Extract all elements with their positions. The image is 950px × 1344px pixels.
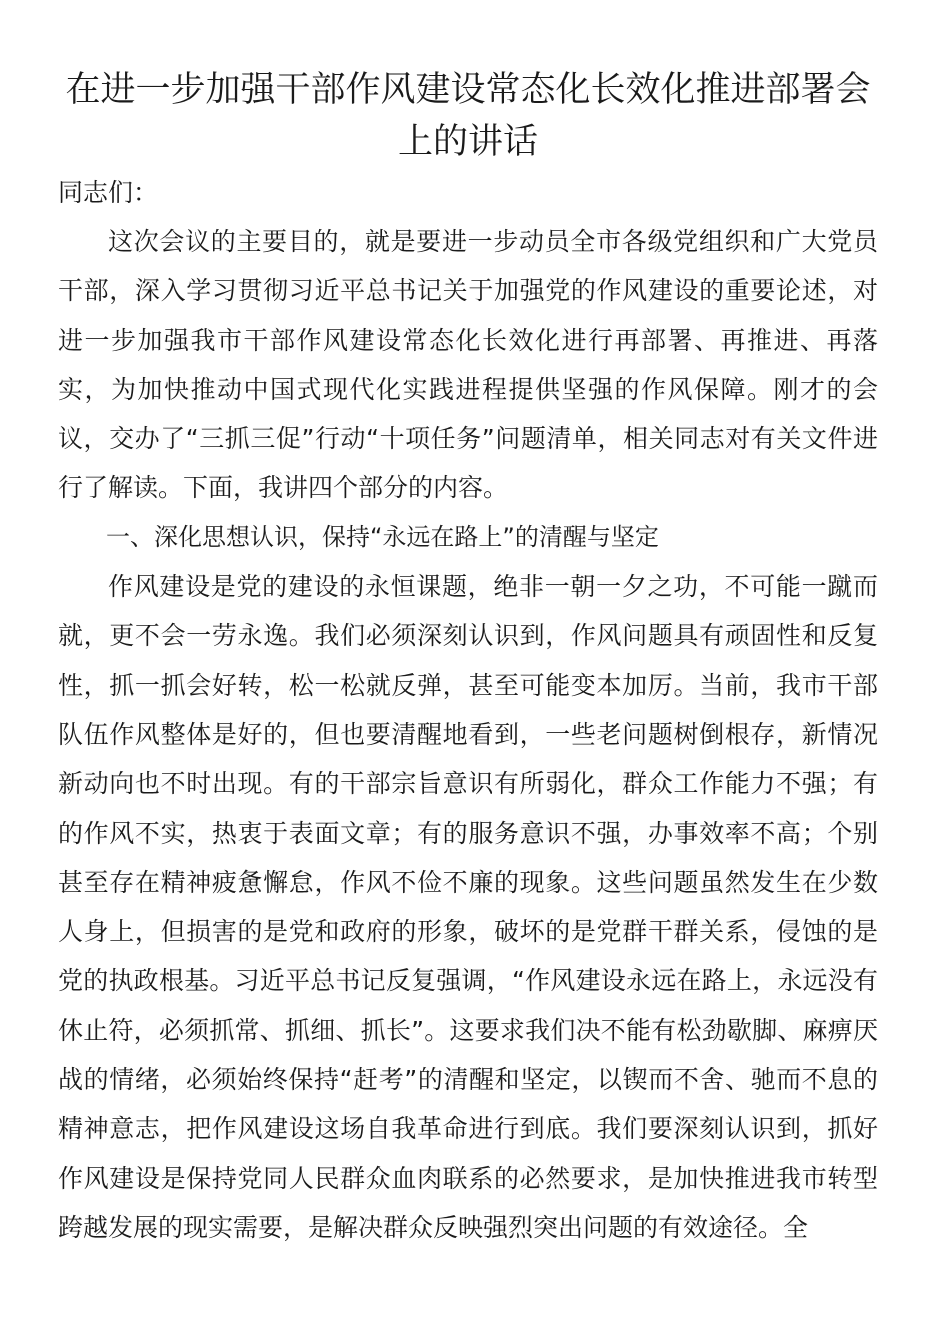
document-title: 在进一步加强干部作风建设常态化长效化推进部署会上的讲话 — [65, 70, 871, 162]
intro-paragraph: 这次会议的主要目的，就是要进一步动员全市各级党组织和广大党员干部，深入学习贯彻习近平总书记关于加强党的作风建设的重要论述，对进一步加强我市干部作风建设常态化长效化进行再部署、再推进、再落实，为加快推动中国式现代化实践进程提供坚强的作风保障。刚才的会议，交办了“三抓三促”行动“十项任务”问题清单，相关同志对有关文件进行了解读。下面，我讲四个部分的内容。 — [58, 227, 878, 503]
section-paragraph: 作风建设是党的建设的永恒课题，绝非一朝一夕之功，不可能一蹴而就，更不会一劳永逸。我们必须深刻认识到，作风问题具有顽固性和反复性，抓一抓会好转，松一松就反弹，甚至可能变本加厉。当前，我市干部队伍作风整体是好的，但也要清醒地看到，一些老问题树倒根存，新情况新动向也不时出现。有的干部宗旨意识有所弱化，群众工作能力不强；有的作风不实，热衷于表面文章；有的服务意识不强，办事效率不高；个别甚至存在精神疲惫懈怠，作风不俭不廉的现象。这些问题虽然发生在少数人身上，但损害的是党和政府的形象，破坏的是党群干群关系，侵蚀的是党的执政根基。习近平总书记反复强调，“作风建设永远在路上，永远没有休止符，必须抓常、抓细、抓长”。这要求我们决不能有松劲歇脚、麻痹厌战的情绪，必须始终保持“赶考”的清醒和坚定，以锲而不舍、驰而不息的精神意志，把作风建设这场自我革命进行到底。我们要深刻认识到，抓好作风建设是保持党同人民群众血肉联系的必然要求，是加快推进我市转型跨越发展的现实需要，是解决群众反映强烈突出问题的有效途径。全 — [58, 572, 878, 1242]
document-page — [58, 64, 878, 1252]
section-heading: 一、深化思想认识，保持“永远在路上”的清醒与坚定 — [106, 522, 659, 551]
salutation: 同志们： — [58, 178, 159, 207]
